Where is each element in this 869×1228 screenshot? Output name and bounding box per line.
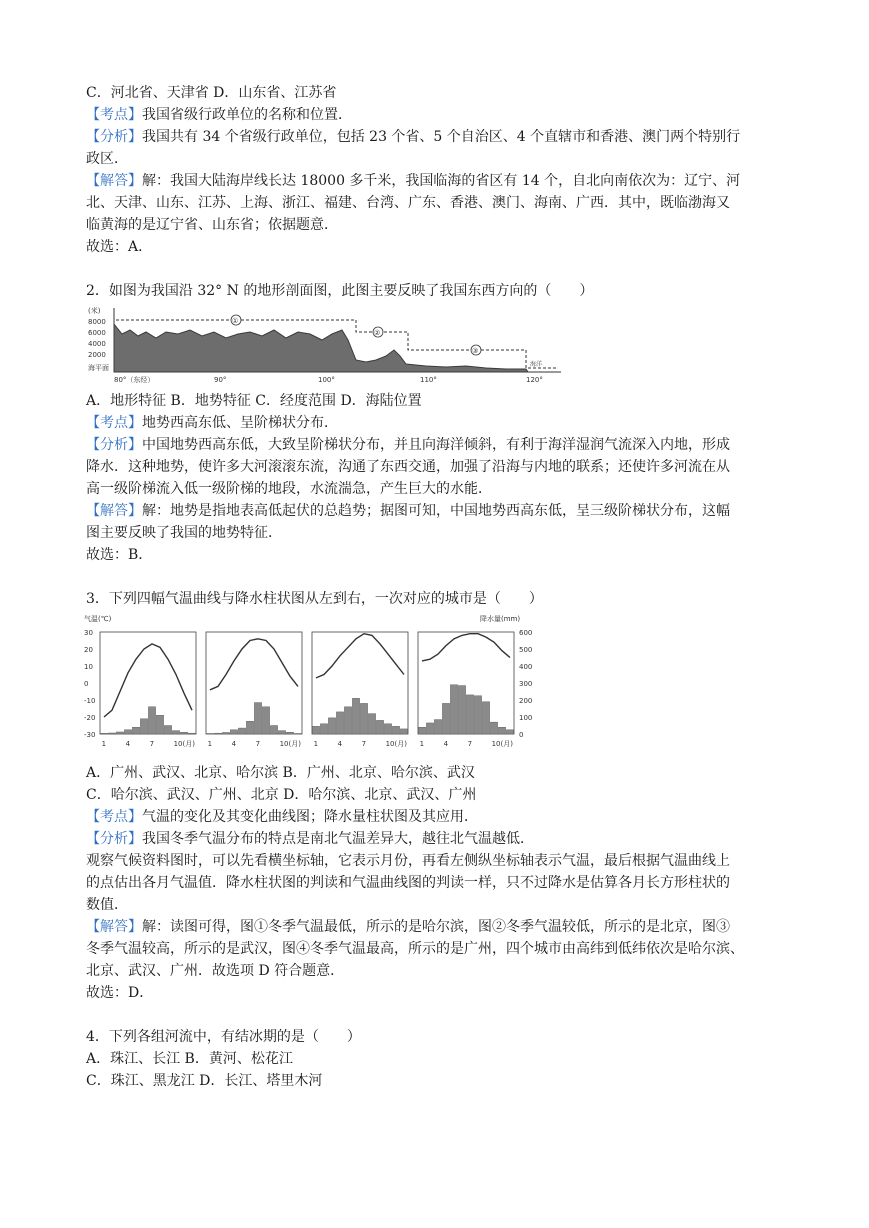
precip-bar (442, 703, 449, 734)
temp-tick: -30 (84, 731, 96, 739)
temp-tick: -20 (84, 714, 96, 722)
jieda-tag: 【解答】 (86, 919, 142, 935)
precip-bar (344, 707, 351, 734)
precip-bar (238, 728, 245, 734)
x-tick-110: 110° (420, 376, 437, 384)
precip-bar (352, 698, 359, 734)
precip-bar (262, 707, 269, 734)
climate-charts-svg (82, 612, 538, 758)
terrain-profile-figure (86, 304, 786, 386)
fenxi-tag: 【分析】 (86, 129, 142, 145)
y-tick-4000: 4000 (88, 340, 106, 348)
question-1 (86, 82, 786, 258)
precip-bar (140, 719, 147, 734)
month-tick: 1 (313, 740, 319, 748)
y-tick-2000: 2000 (88, 351, 106, 359)
q1-options: C．河北省、天津省 D．山东省、江苏省 (86, 85, 337, 101)
q2-fenxi-1 (86, 434, 786, 456)
q2-fenxi-text: 中国地势西高东低，大致呈阶梯状分布，并且向海洋倾斜，有利于海洋湿润气流深入内地，形成 (142, 437, 730, 453)
q3-jieda-1 (86, 916, 786, 938)
q4-options-2: C．珠江、黑龙江 D．长江、塔里木河 (86, 1073, 323, 1089)
precip-bar (246, 721, 253, 734)
precip-bar (230, 730, 237, 734)
x-tick-90: 90° (214, 376, 227, 384)
q3-fenxi-text: 我国冬季气温分布的特点是南北气温差异大，越往北气温越低． (142, 831, 534, 847)
q2-jieda-1 (86, 500, 786, 522)
month-tick: 1 (101, 740, 107, 748)
temp-tick: 30 (84, 629, 93, 637)
precip-bar (328, 718, 335, 734)
sea-label: 海洋 (530, 361, 543, 368)
q4-question: 4．下列各组河流中，有结冰期的是（ ） (86, 1029, 361, 1045)
panel-frame (312, 632, 408, 734)
x-tick-100: 100° (318, 376, 335, 384)
climate-panel (100, 632, 196, 748)
precip-bar (426, 723, 433, 734)
month-tick: 1 (419, 740, 425, 748)
q1-fenxi-1 (86, 126, 786, 148)
q2-kaodian-text: 地势西高东低、呈阶梯状分布． (142, 415, 338, 431)
precip-bar (418, 727, 425, 734)
fenxi-tag: 【分析】 (86, 831, 142, 847)
q3-fenxi-1 (86, 828, 786, 850)
q1-jieda-3: 临黄海的是辽宁省、山东省；依据题意． (86, 217, 338, 233)
precip-bar (474, 696, 481, 734)
month-tick: 10(月) (173, 740, 195, 748)
q3-jieda-3: 北京、武汉、广州．故选项 D 符合题意． (86, 963, 345, 979)
precip-bar (400, 729, 407, 734)
precip-bar (286, 732, 293, 734)
precip-bar (384, 724, 391, 734)
q3-jieda-text: 解：读图可得，图①冬季气温最低，所示的是哈尔滨，图②冬季气温较低，所示的是北京，图③ (142, 919, 730, 935)
q4-options-1: A．珠江、长江 B．黄河、松花江 (86, 1051, 293, 1067)
q1-jieda-1 (86, 170, 786, 192)
precip-bar (320, 724, 327, 734)
precip-bar (466, 695, 473, 734)
q3-fenxi-4: 数值． (86, 897, 128, 913)
q1-jieda-2: 北、天津、山东、江苏、上海、浙江、福建、台湾、广东、香港、澳门、海南、广西．其中，既临渤海又 (86, 195, 730, 211)
precip-bar (278, 731, 285, 734)
q2-fenxi-2: 降水．这种地势，使许多大河滚滚东流，沟通了东西交通，加强了沿海与内地的联系；还使许多河流在从 (86, 459, 730, 475)
step-3-label: ③ (472, 347, 479, 355)
jieda-tag: 【解答】 (86, 173, 142, 189)
precip-bar (482, 702, 489, 734)
kaodian-tag: 【考点】 (86, 809, 142, 825)
precip-bar (360, 703, 367, 734)
temp-tick: -10 (84, 697, 96, 705)
precip-tick: 500 (519, 646, 533, 654)
q3-kaodian-text: 气温的变化及其变化曲线图；降水量柱状图及其应用． (142, 809, 478, 825)
month-tick: 7 (255, 740, 261, 748)
precip-bar (164, 726, 171, 735)
y-tick-8000: 8000 (88, 318, 106, 326)
precip-tick: 0 (519, 731, 524, 739)
month-tick: 4 (231, 740, 237, 748)
q3-jieda-2: 冬季气温较高，所示的是武汉，图④冬季气温最高，所示的是广州，四个城市由高纬到低纬依次是哈尔滨、 (86, 941, 744, 957)
q3-question: 3．下列四幅气温曲线与降水柱状图从左到右，一次对应的城市是（ ） (86, 591, 543, 607)
q3-fenxi-3: 的点估出各月气温值．降水柱状图的判读和气温曲线图的判读一样，只不过降水是估算各月长方形柱状的 (86, 875, 730, 891)
precip-bar (254, 703, 261, 734)
temp-axis-title: 气温(℃) (84, 615, 112, 623)
precip-bar (294, 733, 301, 734)
fenxi-tag: 【分析】 (86, 437, 142, 453)
climate-panel (206, 632, 302, 748)
q1-kaodian-text: 我国省级行政单位的名称和位置． (142, 107, 352, 123)
precip-bar (206, 733, 213, 734)
q1-kaodian (86, 104, 786, 126)
q2-fenxi-3: 高一级阶梯流入低一级阶梯的地段，水流湍急，产生巨大的水能． (86, 481, 492, 497)
temp-tick: 10 (84, 663, 93, 671)
precip-bar (100, 733, 107, 734)
q2-answer: 故选：B． (86, 547, 153, 563)
q1-jieda-text: 解：我国大陆海岸线长达 18000 多千米，我国临海的省区有 14 个，自北向南依次为：辽宁、河 (142, 173, 741, 189)
q3-fenxi-2: 观察气候资料图时，可以先看横坐标轴，它表示月份，再看左侧纵坐标轴表示气温，最后根据气温曲线上 (86, 853, 730, 869)
precip-bar (116, 732, 123, 734)
temp-tick: 0 (84, 680, 89, 688)
precip-bar (376, 720, 383, 734)
precip-bar (392, 726, 399, 734)
q3-options-2: C．哈尔滨、武汉、广州、北京 D．哈尔滨、北京、武汉、广州 (86, 787, 477, 803)
q2-jieda-2: 图主要反映了我国的地势特征． (86, 525, 282, 541)
precip-bar (490, 722, 497, 734)
q1-answer: 故选：A． (86, 239, 153, 255)
precip-bar (188, 733, 195, 734)
terrain-profile-svg (86, 304, 576, 386)
month-tick: 10(月) (279, 740, 301, 748)
month-tick: 10(月) (385, 740, 407, 748)
precip-axis-title: 降水量(mm) (480, 615, 521, 623)
precip-bar (214, 733, 221, 734)
y-tick-6000: 6000 (88, 329, 106, 337)
precip-tick: 400 (519, 663, 533, 671)
kaodian-tag: 【考点】 (86, 415, 142, 431)
climate-charts-figure (82, 612, 786, 758)
temp-tick: 20 (84, 646, 93, 654)
month-tick: 1 (207, 740, 213, 748)
precip-bar (434, 720, 441, 734)
precip-bar (108, 733, 115, 734)
precip-bar (222, 732, 229, 734)
q2-kaodian (86, 412, 786, 434)
step-2-label: ② (374, 329, 381, 337)
step-1-label: ① (232, 317, 239, 325)
precip-bar (270, 726, 277, 735)
question-4 (86, 1026, 786, 1092)
kaodian-tag: 【考点】 (86, 107, 142, 123)
q3-answer: 故选：D． (86, 985, 154, 1001)
y-unit: (米) (88, 307, 101, 315)
precip-tick: 200 (519, 697, 533, 705)
precip-bar (180, 732, 187, 734)
precip-bar (498, 727, 505, 734)
precip-bar (148, 707, 155, 734)
climate-panel (312, 632, 408, 748)
precip-bar (368, 714, 375, 734)
climate-panel (418, 632, 514, 748)
panel-frame (100, 632, 196, 734)
precip-bar (132, 727, 139, 734)
x-tick-120: 120° (526, 376, 543, 384)
y-tick-sea-level: 海平面 (88, 364, 109, 372)
precip-bar (506, 730, 513, 734)
month-tick: 7 (467, 740, 473, 748)
precip-tick: 600 (519, 629, 533, 637)
precip-bar (458, 686, 465, 734)
q2-question: 2．如图为我国沿 32° N 的地形剖面图，此图主要反映了我国东西方向的（ ） (86, 283, 594, 299)
q1-fenxi-2: 政区． (86, 151, 128, 167)
month-tick: 4 (125, 740, 131, 748)
month-tick: 7 (149, 740, 155, 748)
question-2 (86, 280, 786, 566)
question-3 (86, 588, 786, 1004)
month-tick: 4 (443, 740, 449, 748)
precip-bar (124, 730, 131, 734)
month-tick: 7 (361, 740, 367, 748)
precip-bar (172, 731, 179, 734)
precip-bar (336, 712, 343, 734)
precip-bar (312, 726, 319, 734)
q2-jieda-text: 解：地势是指地表高低起伏的总趋势；据图可知，中国地势西高东低，呈三级阶梯状分布，这幅 (142, 503, 730, 519)
document-page (86, 82, 786, 1092)
x-tick-80: 80°（东经） (114, 376, 155, 384)
month-tick: 4 (337, 740, 343, 748)
precip-bar (156, 715, 163, 734)
precip-tick: 300 (519, 680, 533, 688)
precip-tick: 100 (519, 714, 533, 722)
q1-fenxi-text: 我国共有 34 个省级行政单位，包括 23 个省、5 个自治区、4 个直辖市和香港、澳门两个特别行 (142, 129, 741, 145)
jieda-tag: 【解答】 (86, 503, 142, 519)
q3-kaodian (86, 806, 786, 828)
q3-options-1: A．广州、武汉、北京、哈尔滨 B．广州、北京、哈尔滨、武汉 (86, 765, 475, 781)
month-tick: 10(月) (491, 740, 513, 748)
precip-bar (450, 685, 457, 734)
q2-options: A．地形特征 B．地势特征 C．经度范围 D．海陆位置 (86, 393, 422, 409)
